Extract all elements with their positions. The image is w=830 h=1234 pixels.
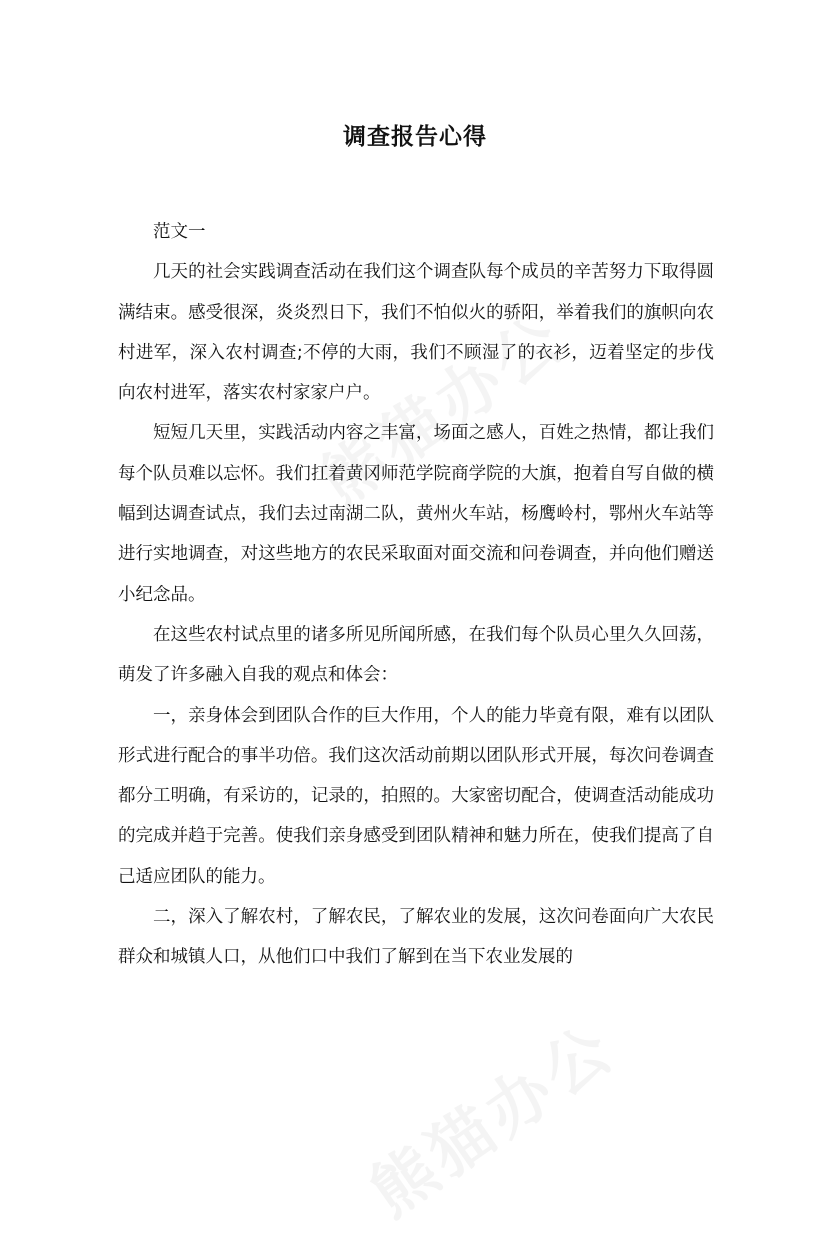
paragraph: 短短几天里，实践活动内容之丰富，场面之感人，百姓之热情，都让我们每个队员难以忘怀。我们扛着黄冈师范学院商学院的大旗，抱着自写自做的横幅到达调查试点，我们去过南湖二队，黄州火车站，杨鹰岭村，鄂州火车站等进行实地调查，对这些地方的农民采取面对面交流和问卷调查，并向他们赠送小纪念品。 <box>118 423 714 605</box>
paragraph: 几天的社会实践调查活动在我们这个调查队每个成员的辛苦努力下取得圆满结束。感受很深，炎炎烈日下，我们不怕似火的骄阳，举着我们的旗帜向农村进军，深入农村调查;不停的大雨，我们不顾湿了的衣衫，迈着坚定的步伐向农村进军，落实农村家家户户。 <box>118 262 714 404</box>
paragraph: 在这些农村试点里的诸多所见所闻所感，在我们每个队员心里久久回荡，萌发了许多融入自我的观点和体会： <box>118 624 714 686</box>
paragraph: 一，亲身体会到团队合作的巨大作用，个人的能力毕竟有限，难有以团队形式进行配合的事半功倍。我们这次活动前期以团队形式开展，每次问卷调查都分工明确，有采访的，记录的，拍照的。大家密切配合，使调查活动能成功的完成并趋于完善。使我们亲身感受到团队精神和魅力所在，使我们提高了自己适应团队的能力。 <box>118 705 714 887</box>
document-body <box>118 212 714 978</box>
paragraph-heading: 范文一 <box>153 222 206 242</box>
watermark <box>349 998 631 1234</box>
paragraph: 二，深入了解农村，了解农民，了解农业的发展，这次问卷面向广大农民群众和城镇人口，从他们口中我们了解到在当下农业发展的 <box>118 907 714 968</box>
document-title: 调查报告心得 <box>343 124 487 150</box>
